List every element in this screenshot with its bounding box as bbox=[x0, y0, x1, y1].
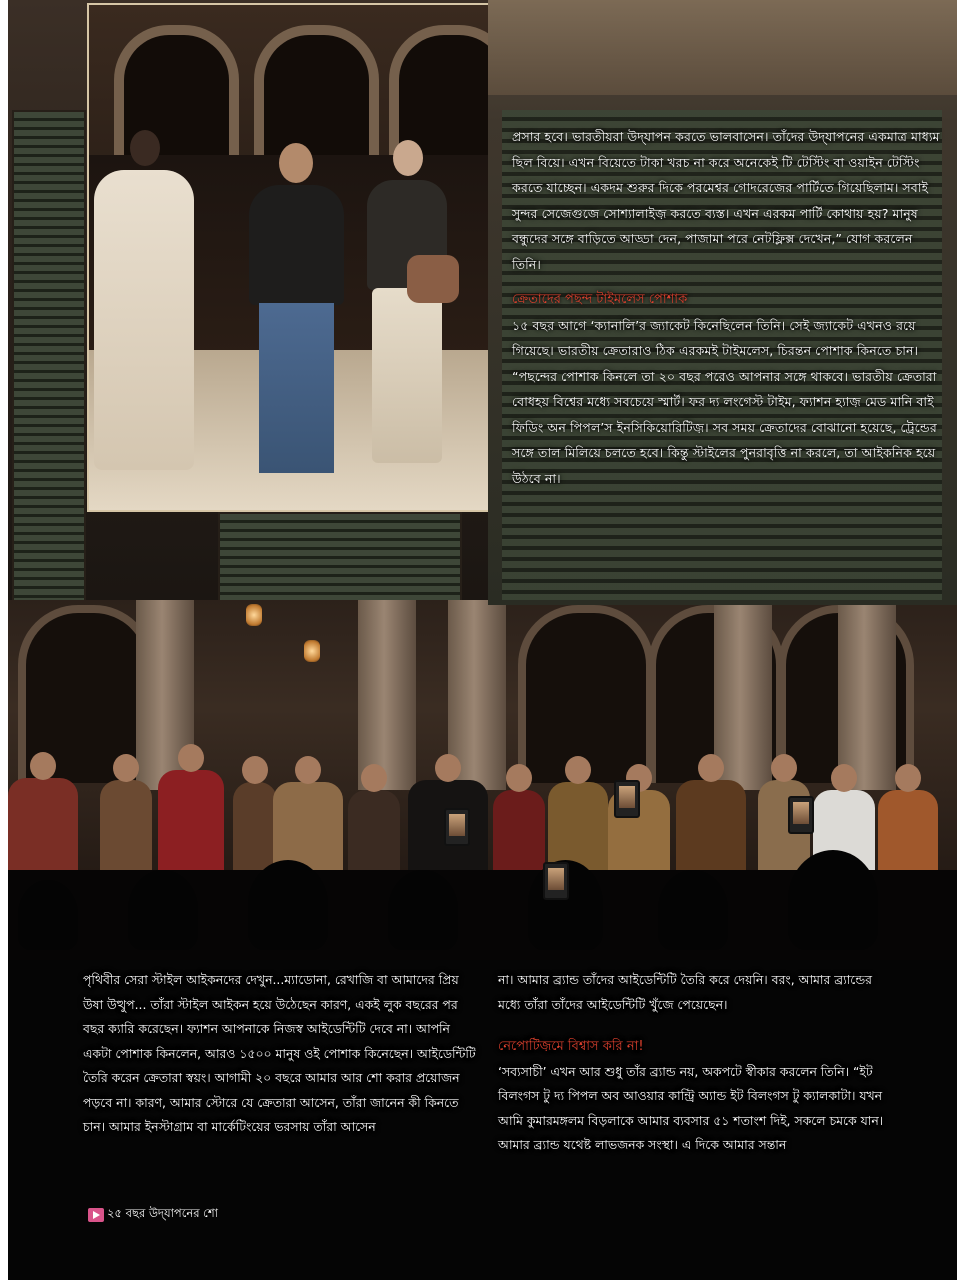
play-icon bbox=[88, 1208, 104, 1222]
figure-cream-coat bbox=[94, 170, 194, 470]
figure-cream-trousers bbox=[372, 288, 442, 463]
designer-bow-photo bbox=[87, 3, 491, 512]
bottom-right-column bbox=[498, 968, 898, 1158]
audience-head bbox=[658, 870, 728, 950]
top-article-text bbox=[512, 124, 942, 491]
section-heading: নেপোটিজ়মে বিশ্বাস করি না! bbox=[498, 1039, 644, 1054]
handbag bbox=[407, 255, 459, 303]
phone-silhouette bbox=[543, 862, 569, 900]
article-paragraph: প্রসার হবে। ভারতীয়রা উদ্‌যাপন করতে ভালবাসেন। তাঁদের উদ্‌যাপনের একমাত্র মাধ্যম ছিল বিয়ে। এখন বিয়েতে টাকা খরচ না করে অনেকেই টি টেস্টিং বা ওয়াইন টেস্টিং করতে যাচ্ছেন। একদম শুরুর দিকে পরমেশ্বর গোদরেজের পার্টিতে গিয়েছিলাম। সবাই সুন্দর সেজেগুজে সোশ্যালাইজ় করতে ব্যস্ত। এখন এরকম পার্টি কোথায় হয়? মানুষ বন্ধুদের সঙ্গে বাড়িতে আড্ডা দেন, পাজামা পরে নেটফ্লিক্স দেখেন,” যোগ করলেন তিনি। bbox=[512, 129, 940, 272]
audience-head bbox=[18, 880, 78, 950]
phone-silhouette bbox=[444, 808, 470, 846]
pillar bbox=[358, 600, 416, 790]
magazine-page bbox=[8, 0, 957, 1280]
audience-head bbox=[788, 850, 878, 950]
article-paragraph: ‘সব্যসাচী’ এখন আর শুধু তাঁর ব্র্যান্ড নয়, অকপটে স্বীকার করলেন তিনি। “ইট বিলংগস টু দ্য পিপল অব আওয়ার কান্ট্রি অ্যান্ড ইট বিলংগস টু ক্যালকাটা। যখন আমি কুমারমঙ্গলম বিড়লাকে আমার ব্যবসার ৫১ শতাংশ দিই, সকলে চমকে যান। আমার ব্র্যান্ড যথেষ্ট লাভজনক সংস্থা। এ দিকে আমার সন্তান bbox=[498, 1063, 884, 1152]
phone-silhouette bbox=[614, 780, 640, 818]
lamp bbox=[304, 640, 320, 662]
photo-caption bbox=[88, 1205, 218, 1224]
article-paragraph: ১৫ বছর আগে ‘ক্যানালি’র জ্যাকেট কিনেছিলেন তিনি। সেই জ্যাকেট এখনও রয়ে গিয়েছে। ভারতীয় ক্রেতারাও ঠিক এরকমই টাইমলেস, চিরন্তন পোশাক কিনতে চান। “পছন্দের পোশাক কিনলে তা ২০ বছর পরেও আপনার সঙ্গে থাকবে। ভারতীয় ক্রেতারা বোধহয় বিশ্বের মধ্যে সবচেয়ে স্মার্ট। ফর দ্য লংগেস্ট টাইম, ফ্যাশন হ্যাজ় মেড মানি বাই ফিডিং অন পিপল’স ইনসিকিয়োরিটিজ়। সব সময় ক্রেতাদের বোঝানো হয়েছে, ট্রেন্ডের সঙ্গে তাল মিলিয়ে চলতে হবে। কিন্তু স্টাইলের পুনরাবৃত্তি না করলে, তা আইকনিক হয়ে উঠবে না। bbox=[512, 317, 937, 486]
audience-head bbox=[248, 860, 328, 950]
shutter-middle bbox=[218, 512, 462, 604]
figure-black-sweater bbox=[249, 185, 344, 305]
phone-silhouette bbox=[788, 796, 814, 834]
bottom-left-column bbox=[83, 968, 478, 1140]
audience-head bbox=[388, 870, 458, 950]
lamp bbox=[246, 604, 262, 626]
figure-jeans bbox=[259, 303, 334, 473]
pillar bbox=[838, 600, 896, 790]
audience-head bbox=[128, 870, 198, 950]
carved-frieze bbox=[488, 0, 957, 95]
section-heading: ক্রেতাদের পছন্দ টাইমলেস পোশাক bbox=[512, 292, 688, 307]
hall-arch bbox=[518, 605, 654, 783]
caption-text: ২৫ বছর উদ্‌যাপনের শো bbox=[107, 1206, 218, 1220]
article-paragraph: না। আমার ব্র্যান্ড তাঁদের আইডেন্টিটি তৈরি করে দেয়নি। বরং, আমার ব্র্যান্ডের মধ্যে তাঁরা তাঁদের আইডেন্টিটি খুঁজে পেয়েছেন। bbox=[498, 972, 872, 1012]
top-text-panel bbox=[488, 0, 957, 605]
article-paragraph: পৃথিবীর সেরা স্টাইল আইকনদের দেখুন...ম্যাডোনা, রেখাজি বা আমাদের প্রিয় উষা উত্থুপ... তাঁরা স্টাইল আইকন হয়ে উঠেছেন কারণ, একই লুক বছরের পর বছর ক্যারি করেছেন। ফ্যাশন আপনাকে নিজস্ব আইডেন্টিটি দেবে না। আপনি একটা পোশাক কিনলেন, আরও ১৫০০ মানুষ ওই পোশাক কিনেছেন। আইডেন্টিটি তৈরি করেন ক্রেতারা স্বয়ং। আগামী ২০ বছরে আমার আর শো করার প্রয়োজন পড়বে না। কারণ, আমার স্টোরে যে ক্রেতারা আসেন, তাঁরা জানেন কী কিনতে চান। আমার ইনস্টাগ্রাম বা মার্কেটিংয়ের ভরসায় তাঁরা আসেন bbox=[83, 972, 476, 1134]
shutter-left bbox=[12, 110, 86, 604]
